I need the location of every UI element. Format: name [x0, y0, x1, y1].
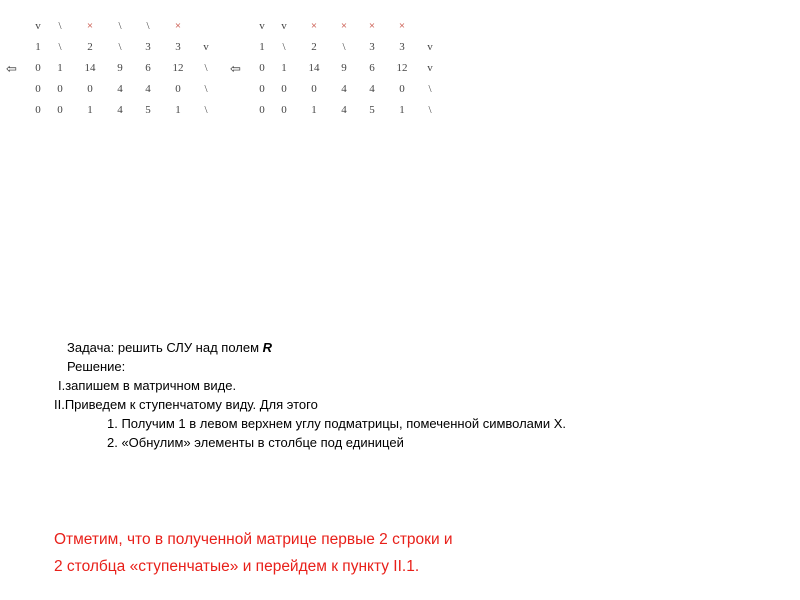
- matrix-cell: 2: [311, 41, 317, 53]
- row-mark: \: [204, 83, 208, 95]
- matrix-cell: 4: [369, 83, 375, 95]
- solution-label: Решение:: [67, 359, 126, 374]
- matrix-cell: 0: [35, 83, 41, 95]
- matrix-cell: 14: [84, 62, 96, 74]
- swap-arrow-icon: ⇦: [230, 61, 241, 76]
- column-mark: \: [146, 20, 150, 32]
- matrix-cell: 1: [311, 104, 317, 116]
- matrix-cell: 0: [57, 83, 63, 95]
- note-line-1: Отметим, что в полученной матрице первые 2 строки и: [54, 531, 453, 548]
- row-mark: v: [427, 41, 433, 53]
- matrix-cell: 1: [35, 41, 41, 53]
- column-mark: v: [35, 20, 41, 32]
- matrix-cell: 5: [145, 104, 151, 116]
- matrix-cell: 0: [57, 104, 63, 116]
- step-1: I.запишем в матричном виде.: [58, 378, 237, 393]
- matrix-cell: 1: [87, 104, 93, 116]
- matrix-cell: 4: [117, 83, 123, 95]
- matrix-cell: 0: [281, 83, 287, 95]
- matrix-cell: 6: [145, 62, 151, 74]
- row-mark: \: [428, 83, 432, 95]
- row-mark: v: [427, 62, 433, 74]
- row-mark: \: [428, 104, 432, 116]
- matrix-cell: 1: [175, 104, 181, 116]
- matrix-cell: 5: [369, 104, 375, 116]
- column-mark: ×: [174, 20, 182, 32]
- matrix-cell: 0: [259, 83, 265, 95]
- matrix-cell: 0: [281, 104, 287, 116]
- matrix-cell: 0: [311, 83, 317, 95]
- row-mark: \: [204, 62, 208, 74]
- column-mark: ×: [310, 20, 318, 32]
- matrix-cell: 1: [57, 62, 63, 74]
- step-2-1: 1. Получим 1 в левом верхнем углу подматрицы, помеченной символами X.: [107, 416, 567, 431]
- matrix-cell: 1: [259, 41, 265, 53]
- matrix-cell: 0: [175, 83, 181, 95]
- matrix-cell: 2: [87, 41, 93, 53]
- step-2-2: 2. «Обнулим» элементы в столбце под единицей: [107, 435, 404, 450]
- matrix-cell: 12: [172, 62, 184, 74]
- matrix-cell: \: [118, 41, 122, 53]
- column-mark: ×: [86, 20, 94, 32]
- field-symbol: R: [262, 340, 273, 355]
- step-2: II.Приведем к ступенчатому виду. Для этого: [54, 397, 318, 412]
- task-line: Задача: решить СЛУ над полем R: [67, 340, 273, 355]
- column-mark: \: [118, 20, 122, 32]
- matrix-cell: 4: [341, 83, 347, 95]
- matrix-cell: \: [282, 41, 286, 53]
- note-line-2: 2 столбца «ступенчатые» и перейдем к пункту II.1.: [54, 558, 420, 575]
- matrix-cell: 1: [281, 62, 287, 74]
- matrix-cell: 3: [369, 41, 375, 53]
- matrix-cell: 6: [369, 62, 375, 74]
- matrix-cell: \: [58, 41, 62, 53]
- row-mark: v: [203, 41, 209, 53]
- column-mark: ×: [340, 20, 348, 32]
- matrix-cell: 9: [117, 62, 123, 74]
- swap-arrow-icon: ⇦: [6, 61, 17, 76]
- matrix-cell: 3: [175, 41, 181, 53]
- matrix-cell: 9: [341, 62, 347, 74]
- matrix-cell: 0: [259, 62, 265, 74]
- matrix-cell: 14: [308, 62, 320, 74]
- matrix-cell: 0: [259, 104, 265, 116]
- column-mark: ×: [368, 20, 376, 32]
- row-mark: \: [204, 104, 208, 116]
- matrix-cell: 0: [35, 62, 41, 74]
- matrix-cell: 4: [117, 104, 123, 116]
- matrix-cell: 0: [87, 83, 93, 95]
- matrix-cell: 0: [35, 104, 41, 116]
- matrix-cell: 3: [399, 41, 405, 53]
- matrix-cell: 3: [145, 41, 151, 53]
- matrix-cell: \: [342, 41, 346, 53]
- column-mark: ×: [398, 20, 406, 32]
- matrix-cell: 0: [399, 83, 405, 95]
- red-note: [54, 526, 453, 580]
- matrix-cell: 1: [399, 104, 405, 116]
- matrix-cell: 12: [396, 62, 408, 74]
- matrix-cell: 4: [341, 104, 347, 116]
- column-mark: v: [281, 20, 287, 32]
- matrix-cell: 4: [145, 83, 151, 95]
- column-mark: \: [58, 20, 62, 32]
- column-mark: v: [259, 20, 265, 32]
